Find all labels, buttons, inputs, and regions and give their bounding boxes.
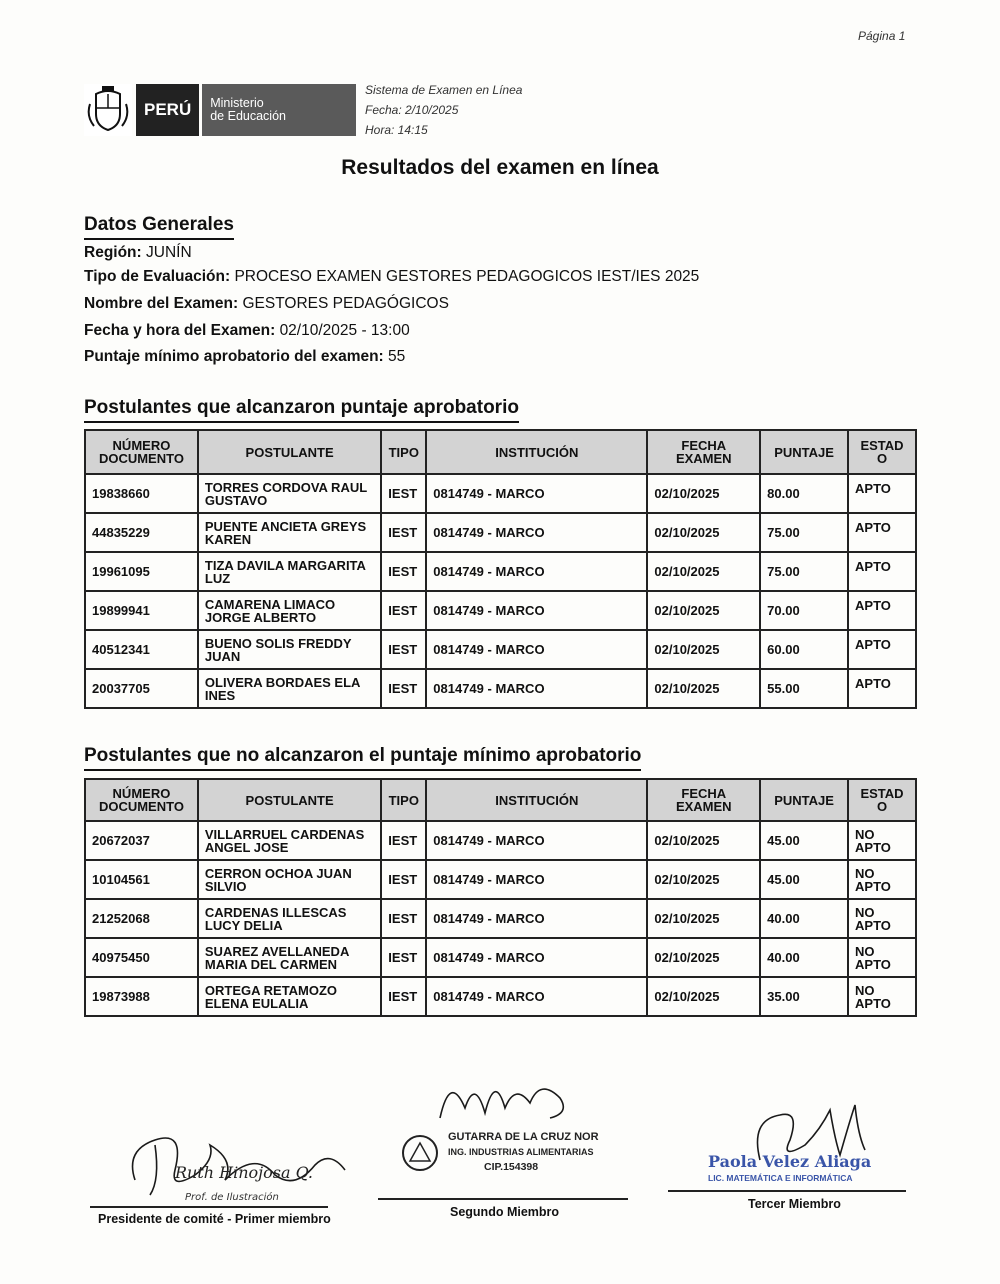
col-postulante: POSTULANTE: [198, 779, 381, 821]
table-row: [85, 552, 916, 591]
page-title: Resultados del examen en línea: [341, 156, 659, 179]
field-min-score: [84, 348, 405, 366]
cell-puntaje: 40.00: [760, 899, 848, 938]
cell-doc: 20037705: [85, 669, 198, 708]
cell-estado: APTO: [848, 669, 916, 708]
system-info: [365, 80, 522, 140]
seal-icon: [400, 1133, 440, 1173]
cell-institucion: 0814749 - MARCO: [426, 669, 647, 708]
col-postulante: POSTULANTE: [198, 430, 381, 474]
second-member-line: [378, 1198, 628, 1200]
field-exam-name: [84, 295, 449, 313]
cell-institucion: 0814749 - MARCO: [426, 552, 647, 591]
cell-postulante: CERRON OCHOA JUAN SILVIO: [198, 860, 381, 899]
table-row: [85, 938, 916, 977]
cell-postulante: TORRES CORDOVA RAUL GUSTAVO: [198, 474, 381, 513]
cell-postulante: PUENTE ANCIETA GREYS KAREN: [198, 513, 381, 552]
cell-institucion: 0814749 - MARCO: [426, 860, 647, 899]
page-number: Página 1: [858, 29, 906, 43]
table-row: [85, 860, 916, 899]
ministry-line-2: de Educación: [210, 109, 286, 123]
first-member-label: Presidente de comité - Primer miembro: [98, 1212, 331, 1226]
ministry-label: [202, 84, 356, 136]
cell-fecha: 02/10/2025: [647, 938, 760, 977]
col-puntaje: PUNTAJE: [760, 430, 848, 474]
cell-estado: NO APTO: [848, 821, 916, 860]
table-row: [85, 669, 916, 708]
cell-institucion: 0814749 - MARCO: [426, 591, 647, 630]
cell-institucion: 0814749 - MARCO: [426, 630, 647, 669]
cell-tipo: IEST: [381, 977, 426, 1016]
col-doc: NÚMERO DOCUMENTO: [85, 779, 198, 821]
table-row: [85, 899, 916, 938]
cell-institucion: 0814749 - MARCO: [426, 977, 647, 1016]
cell-estado: APTO: [848, 630, 916, 669]
field-label: Fecha y hora del Examen:: [84, 322, 276, 339]
stamp-line-1: GUTARRA DE LA CRUZ NOR: [448, 1131, 599, 1143]
field-value: 55: [388, 348, 406, 365]
cell-puntaje: 70.00: [760, 591, 848, 630]
table-row: [85, 977, 916, 1016]
field-label: Región:: [84, 244, 142, 261]
cell-institucion: 0814749 - MARCO: [426, 938, 647, 977]
field-region: [84, 244, 192, 262]
third-member-stamp: [708, 1152, 871, 1183]
cell-puntaje: 45.00: [760, 860, 848, 899]
third-member-line: [668, 1190, 906, 1192]
cell-doc: 19899941: [85, 591, 198, 630]
stamp-line-3: CIP.154398: [484, 1161, 539, 1173]
cell-postulante: TIZA DAVILA MARGARITA LUZ: [198, 552, 381, 591]
cell-tipo: IEST: [381, 821, 426, 860]
table-header-row: [85, 779, 916, 821]
field-value: GESTORES PEDAGÓGICOS: [242, 295, 449, 312]
second-member-stamp: [400, 1125, 600, 1180]
col-fecha: FECHA EXAMEN: [647, 779, 760, 821]
cell-postulante: OLIVERA BORDAES ELA INES: [198, 669, 381, 708]
col-puntaje: PUNTAJE: [760, 779, 848, 821]
cell-doc: 19838660: [85, 474, 198, 513]
third-member-label: Tercer Miembro: [748, 1197, 841, 1211]
table-row: [85, 474, 916, 513]
cell-postulante: SUAREZ AVELLANEDA MARIA DEL CARMEN: [198, 938, 381, 977]
cell-tipo: IEST: [381, 899, 426, 938]
country-label: PERÚ: [136, 84, 199, 136]
col-estado: ESTAD O: [848, 430, 916, 474]
field-label: Puntaje mínimo aprobatorio del examen:: [84, 348, 384, 365]
cell-puntaje: 80.00: [760, 474, 848, 513]
cell-institucion: 0814749 - MARCO: [426, 513, 647, 552]
cell-doc: 40975450: [85, 938, 198, 977]
cell-postulante: ORTEGA RETAMOZO ELENA EULALIA: [198, 977, 381, 1016]
cell-doc: 19961095: [85, 552, 198, 591]
cell-tipo: IEST: [381, 513, 426, 552]
not-approved-heading: Postulantes que no alcanzaron el puntaje mínimo aprobatorio: [84, 745, 641, 771]
approved-table: [84, 429, 917, 709]
report-date: Fecha: 2/10/2025: [365, 103, 459, 117]
cell-puntaje: 35.00: [760, 977, 848, 1016]
second-member-signature: [420, 1068, 580, 1128]
table-row: [85, 821, 916, 860]
cell-doc: 10104561: [85, 860, 198, 899]
col-fecha: FECHA EXAMEN: [647, 430, 760, 474]
field-value: PROCESO EXAMEN GESTORES PEDAGOGICOS IEST/IES 2025: [234, 268, 700, 285]
cell-tipo: IEST: [381, 669, 426, 708]
cell-postulante: CAMARENA LIMACO JORGE ALBERTO: [198, 591, 381, 630]
cell-estado: NO APTO: [848, 860, 916, 899]
col-institucion: INSTITUCIÓN: [426, 779, 647, 821]
cell-doc: 20672037: [85, 821, 198, 860]
stamp-line-2: ING. INDUSTRIAS ALIMENTARIAS: [448, 1147, 594, 1157]
table-row: [85, 591, 916, 630]
first-member-handwriting: Ruth Hinojosa Q.: [175, 1163, 314, 1182]
cell-institucion: 0814749 - MARCO: [426, 474, 647, 513]
cell-fecha: 02/10/2025: [647, 977, 760, 1016]
report-time: Hora: 14:15: [365, 123, 428, 137]
cell-tipo: IEST: [381, 938, 426, 977]
field-label: Tipo de Evaluación:: [84, 268, 231, 285]
cell-postulante: CARDENAS ILLESCAS LUCY DELIA: [198, 899, 381, 938]
general-data-heading: Datos Generales: [84, 214, 234, 240]
cell-doc: 21252068: [85, 899, 198, 938]
field-value: 02/10/2025 - 13:00: [279, 322, 410, 339]
cell-fecha: 02/10/2025: [647, 821, 760, 860]
col-estado: ESTAD O: [848, 779, 916, 821]
cell-estado: NO APTO: [848, 938, 916, 977]
cell-doc: 44835229: [85, 513, 198, 552]
cell-fecha: 02/10/2025: [647, 860, 760, 899]
cell-estado: APTO: [848, 474, 916, 513]
not-approved-table: [84, 778, 917, 1017]
cell-fecha: 02/10/2025: [647, 513, 760, 552]
cell-tipo: IEST: [381, 552, 426, 591]
cell-tipo: IEST: [381, 630, 426, 669]
table-row: [85, 630, 916, 669]
cell-estado: NO APTO: [848, 899, 916, 938]
field-label: Nombre del Examen:: [84, 295, 239, 312]
cell-estado: APTO: [848, 552, 916, 591]
cell-tipo: IEST: [381, 591, 426, 630]
cell-fecha: 02/10/2025: [647, 899, 760, 938]
cell-puntaje: 40.00: [760, 938, 848, 977]
cell-postulante: BUENO SOLIS FREDDY JUAN: [198, 630, 381, 669]
first-member-signature: [115, 1120, 355, 1210]
table-row: [85, 513, 916, 552]
cell-institucion: 0814749 - MARCO: [426, 899, 647, 938]
ministry-logo: [84, 84, 356, 136]
cell-fecha: 02/10/2025: [647, 591, 760, 630]
cell-doc: 19873988: [85, 977, 198, 1016]
cell-fecha: 02/10/2025: [647, 552, 760, 591]
stamp-name: Paola Velez Aliaga: [708, 1152, 872, 1171]
first-member-note: Prof. de Ilustración: [185, 1192, 279, 1203]
field-exam-datetime: [84, 322, 410, 340]
cell-fecha: 02/10/2025: [647, 669, 760, 708]
cell-tipo: IEST: [381, 474, 426, 513]
cell-puntaje: 75.00: [760, 513, 848, 552]
col-institucion: INSTITUCIÓN: [426, 430, 647, 474]
cell-puntaje: 60.00: [760, 630, 848, 669]
cell-postulante: VILLARRUEL CARDENAS ANGEL JOSE: [198, 821, 381, 860]
cell-tipo: IEST: [381, 860, 426, 899]
cell-puntaje: 55.00: [760, 669, 848, 708]
cell-doc: 40512341: [85, 630, 198, 669]
cell-estado: NO APTO: [848, 977, 916, 1016]
col-doc: NÚMERO DOCUMENTO: [85, 430, 198, 474]
system-name: Sistema de Examen en Línea: [365, 83, 523, 97]
cell-puntaje: 45.00: [760, 821, 848, 860]
cell-fecha: 02/10/2025: [647, 630, 760, 669]
second-member-label: Segundo Miembro: [450, 1205, 560, 1219]
cell-fecha: 02/10/2025: [647, 474, 760, 513]
col-tipo: TIPO: [381, 430, 426, 474]
stamp-title: LIC. MATEMÁTICA E INFORMÁTICA: [708, 1173, 853, 1183]
cell-puntaje: 75.00: [760, 552, 848, 591]
col-tipo: TIPO: [381, 779, 426, 821]
approved-heading: Postulantes que alcanzaron puntaje aprobatorio: [84, 397, 519, 423]
ministry-line-1: Ministerio: [210, 96, 264, 110]
coat-of-arms-icon: [84, 84, 132, 136]
table-header-row: [85, 430, 916, 474]
field-value: JUNÍN: [146, 244, 192, 261]
cell-estado: APTO: [848, 591, 916, 630]
field-eval-type: [84, 268, 699, 286]
first-member-line: [90, 1206, 328, 1208]
cell-estado: APTO: [848, 513, 916, 552]
cell-institucion: 0814749 - MARCO: [426, 821, 647, 860]
